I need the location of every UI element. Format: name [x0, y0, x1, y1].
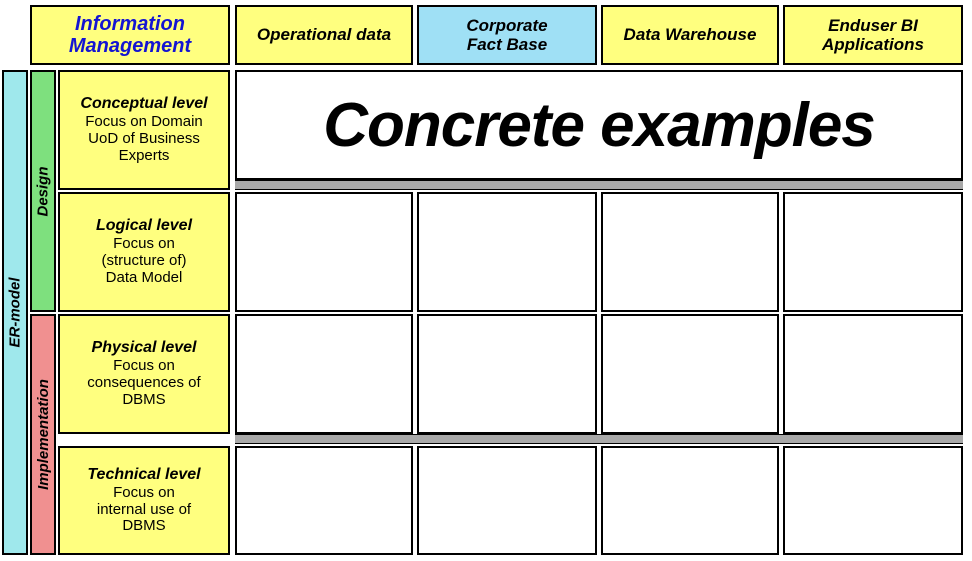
column-header-corporate-fact-base	[417, 5, 597, 65]
matrix-cell-logical-operational-data	[235, 192, 413, 312]
row-label-conceptual-level	[58, 70, 230, 190]
matrix-cell-physical-corporate-fact-base	[417, 314, 597, 434]
matrix-cell-physical-enduser-bi	[783, 314, 963, 434]
corner-header-line-1: Information	[75, 12, 185, 35]
row-label-physical-level	[58, 314, 230, 434]
vertical-band-implementation	[30, 314, 56, 555]
row-label-conceptual-level-desc-2: UoD of Business	[88, 130, 200, 148]
column-header-operational-data-label: Operational data	[256, 25, 392, 45]
matrix-cell-technical-corporate-fact-base	[417, 446, 597, 555]
row-label-logical-level-desc-1: Focus on	[113, 235, 175, 253]
matrix-cell-logical-data-warehouse	[601, 192, 779, 312]
column-header-data-warehouse-label: Data Warehouse	[623, 25, 757, 45]
row-label-conceptual-level-desc-1: Focus on Domain	[85, 113, 203, 131]
column-header-enduser-bi-line-1: Enduser BI	[828, 15, 918, 35]
row-label-physical-level-desc-2: consequences of	[87, 374, 201, 392]
column-header-enduser-bi-applications	[783, 5, 963, 65]
column-header-corporate-fact-base-line-2: Fact Base	[466, 35, 548, 54]
vertical-band-er-model-label: ER-model	[6, 277, 24, 348]
matrix-cell-technical-data-warehouse	[601, 446, 779, 555]
corner-header-line-2: Management	[68, 35, 192, 57]
matrix-cell-logical-corporate-fact-base	[417, 192, 597, 312]
row-label-technical-level	[58, 446, 230, 555]
matrix-cell-physical-operational-data	[235, 314, 413, 434]
row-label-physical-level-desc-3: DBMS	[122, 390, 166, 408]
matrix-cell-logical-enduser-bi	[783, 192, 963, 312]
vertical-band-implementation-label: Implementation	[34, 379, 52, 490]
row-label-logical-level	[58, 192, 230, 312]
row-label-physical-level-desc-1: Focus on	[113, 357, 175, 375]
row-label-technical-level-desc-3: DBMS	[122, 517, 166, 535]
row-label-logical-level-desc-3: Data Model	[105, 268, 183, 286]
row-label-conceptual-level-desc-3: Experts	[118, 146, 170, 164]
row-label-technical-level-desc-1: Focus on	[113, 483, 175, 501]
matrix-cell-technical-operational-data	[235, 446, 413, 555]
column-header-data-warehouse	[601, 5, 779, 65]
corner-header-information-management	[30, 5, 230, 65]
row-label-logical-level-desc-2: (structure of)	[101, 252, 187, 270]
matrix-cell-physical-data-warehouse	[601, 314, 779, 434]
concrete-examples-banner	[235, 70, 963, 180]
row-label-conceptual-level-title: Conceptual level	[80, 95, 208, 113]
separator-strip-upper	[235, 180, 963, 190]
row-label-physical-level-title: Physical level	[91, 339, 197, 357]
matrix-cell-technical-enduser-bi	[783, 446, 963, 555]
vertical-band-er-model	[2, 70, 28, 555]
row-label-technical-level-title: Technical level	[87, 465, 201, 483]
separator-strip-lower	[235, 434, 963, 444]
vertical-band-design	[30, 70, 56, 312]
row-label-technical-level-desc-2: internal use of	[96, 500, 192, 518]
column-header-corporate-fact-base-line-1: Corporate	[466, 15, 548, 35]
column-header-enduser-bi-line-2: Applications	[821, 35, 924, 54]
column-header-operational-data	[235, 5, 413, 65]
row-label-logical-level-title: Logical level	[95, 217, 193, 235]
vertical-band-design-label: Design	[34, 165, 52, 217]
concrete-examples-banner-text: Concrete examples	[323, 90, 875, 160]
